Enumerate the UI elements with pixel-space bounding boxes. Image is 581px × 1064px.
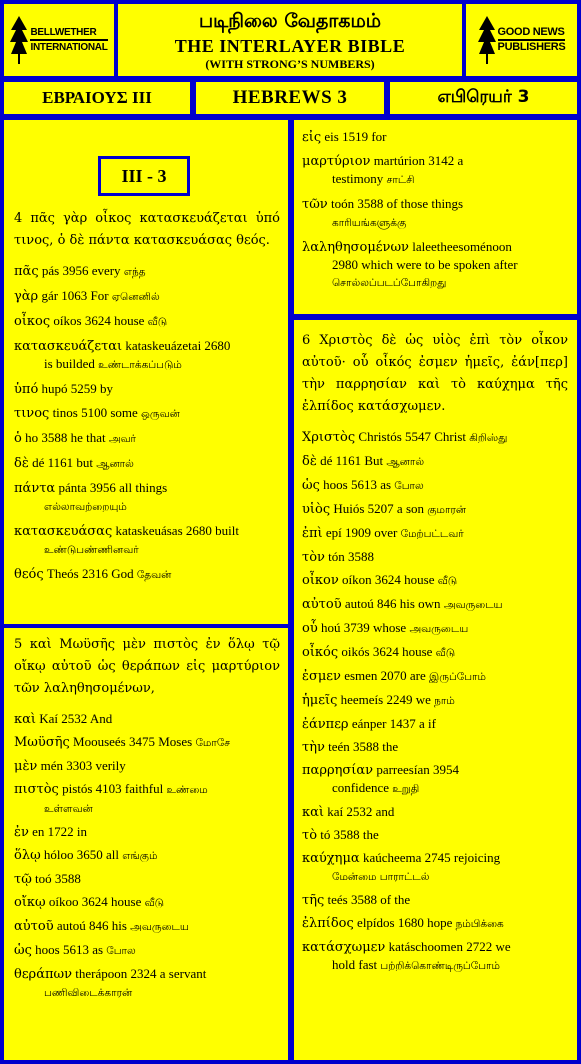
greek-word: καὶ: [302, 805, 325, 820]
word-entry: [14, 522, 280, 559]
word-entry: [302, 849, 568, 886]
greek-word: τὸν: [302, 550, 325, 565]
word-entry: [14, 917, 280, 936]
gloss-text: Theós 2316 God: [46, 566, 134, 581]
gloss-text: oikós 3624 house: [341, 644, 433, 659]
book-tamil: எபிரெயர் 3: [388, 80, 579, 116]
goodnews-logo-text: GOOD NEWS PUBLISHERS: [497, 26, 566, 53]
title-sub: (WITH STRONG’S NUMBERS): [205, 57, 375, 71]
verse-4-text: 4 πᾶς γὰρ οἶκος κατασκευάζεται ὑπό τινος, ὁ δὲ πάντα κατασκευάσας θεός.: [14, 211, 280, 248]
tamil-gloss: மேன்மை பாராட்டல்: [332, 871, 430, 883]
word-entry: [14, 941, 280, 960]
word-entry: [14, 262, 280, 281]
gloss-text: hupó 5259 by: [41, 381, 114, 396]
greek-word: καύχημα: [302, 851, 360, 866]
greek-word: ἐπὶ: [302, 526, 323, 541]
word-entry: [302, 691, 568, 710]
greek-word: οἶκός: [302, 645, 339, 660]
greek-word: κατασκευάσας: [14, 524, 113, 539]
right-logo-panel: [464, 2, 579, 78]
greek-word: παρρησίαν: [302, 763, 374, 778]
greek-word: εἰς: [302, 130, 322, 145]
gloss-text: tó 3588 the: [320, 827, 379, 842]
greek-word: ἐάνπερ: [302, 717, 349, 732]
greek-word: θεράπων: [14, 967, 73, 982]
gloss-text: Moouseés 3475 Moses: [73, 734, 193, 749]
word-entry: [302, 619, 568, 638]
greek-word: υἱὸς: [302, 502, 331, 517]
bellwether-logo-text: BELLWETHER INTERNATIONAL: [30, 27, 108, 53]
word-entry: [302, 595, 568, 614]
word-entry: [302, 914, 568, 933]
word-entry: [14, 337, 280, 374]
greek-word: δὲ: [14, 456, 29, 471]
tamil-gloss: உண்டாக்கப்படும்: [98, 359, 182, 371]
greek-word: κατασκευάζεται: [14, 339, 123, 354]
gloss-text: katáschoomen 2722 we: [388, 939, 511, 954]
verse-4-panel: [2, 118, 290, 626]
verse-5-cont-word-list: [302, 128, 568, 292]
gloss-text: eis 1519 for: [324, 129, 387, 144]
gloss-text: tinos 5100 some: [52, 405, 138, 420]
greek-word: κατάσχωμεν: [302, 940, 386, 955]
greek-word: λαληθησομένων: [302, 240, 409, 255]
gloss-text: martúrion 3142 a: [373, 153, 464, 168]
word-entry: [14, 454, 280, 473]
tamil-gloss: உள்ளவன்: [44, 803, 93, 815]
tamil-gloss: நாம்: [434, 695, 455, 707]
word-entry: [302, 476, 568, 495]
greek-word: οἴκῳ: [14, 895, 46, 910]
tamil-gloss: தேவன்: [136, 569, 172, 581]
gloss-text: oíkon 3624 house: [342, 572, 435, 587]
tamil-gloss: காரியங்களுக்கு: [332, 217, 407, 229]
left-logo-panel: [2, 2, 116, 78]
greek-word: τινος: [14, 406, 50, 421]
tamil-gloss: இருப்போம்: [429, 671, 486, 683]
tamil-gloss: வீடு: [435, 647, 456, 659]
book-english: HEBREWS 3: [194, 80, 386, 116]
greek-word: ὑπό: [14, 382, 39, 397]
greek-word: ἐν: [14, 825, 29, 840]
tamil-gloss: போல: [106, 945, 136, 957]
greek-word: τῷ: [14, 872, 32, 887]
word-entry: [302, 428, 568, 447]
word-entry: [14, 710, 280, 728]
gloss-text: kataskeuásas 2680 built: [115, 523, 239, 538]
title-tamil: படிநிலை வேதாகமம்: [198, 10, 382, 32]
greek-word: ἡμεῖς: [302, 693, 338, 708]
tamil-gloss: எந்த: [123, 266, 146, 278]
word-entry: [14, 893, 280, 912]
gloss-text: ho 3588 he that: [25, 430, 106, 445]
verse-4-word-list: [14, 262, 280, 584]
greek-word: ὡς: [14, 943, 32, 958]
gloss-text: hoos 5613 as: [35, 942, 104, 957]
gloss-text: mén 3303 verily: [40, 758, 126, 773]
gloss-text: Kaí 2532 And: [39, 711, 113, 726]
tamil-gloss: அவர்: [108, 433, 137, 445]
word-entry: [302, 738, 568, 756]
tamil-gloss: எங்கும்: [122, 850, 158, 862]
word-entry: [302, 761, 568, 798]
gloss-text: en 1722 in: [32, 824, 88, 839]
word-entry: [302, 667, 568, 686]
gloss-text: autoú 846 his: [56, 918, 127, 933]
word-entry: [14, 757, 280, 775]
word-entry: [14, 846, 280, 865]
word-entry: [302, 152, 568, 189]
gloss-text: toó 3588: [35, 871, 81, 886]
word-entry: [14, 870, 280, 888]
word-entry: [14, 380, 280, 398]
greek-word: πιστὸς: [14, 782, 59, 797]
chapter-label: III - 3: [98, 156, 190, 196]
tamil-gloss: குமாரன்: [427, 504, 467, 516]
word-entry: [14, 965, 280, 1002]
gloss-text: dé 1161 But: [320, 453, 384, 468]
greek-word: πάντα: [14, 481, 56, 496]
greek-word: ὡς: [302, 478, 320, 493]
book-greek: ΕΒΡΑΙΟΥΣ III: [2, 80, 192, 116]
greek-word: ἐλπίδος: [302, 916, 354, 931]
word-entry: [14, 404, 280, 423]
tamil-gloss: வீடு: [147, 316, 168, 328]
tamil-gloss: ஆனால்: [96, 458, 134, 470]
gloss-text: laleetheesoménoon: [412, 239, 512, 254]
greek-word: ὅλῳ: [14, 848, 41, 863]
greek-word: καὶ: [14, 712, 37, 727]
tamil-gloss: சொல்லப்படப்போகிறது: [332, 277, 447, 289]
word-entry: [302, 643, 568, 662]
greek-word: οὗ: [302, 621, 318, 636]
word-entry: [302, 548, 568, 566]
gloss-text: oíkoo 3624 house: [48, 894, 142, 909]
gloss-text: tón 3588: [328, 549, 375, 564]
gloss-text: parreesían 3954: [376, 762, 459, 777]
gloss-text: hóloo 3650 all: [43, 847, 120, 862]
tamil-gloss: நம்பிக்கை: [455, 918, 504, 930]
verse-6-panel: [292, 318, 579, 1062]
word-entry: [14, 823, 280, 841]
greek-word: δὲ: [302, 454, 317, 469]
word-entry: [302, 891, 568, 909]
greek-word: ὁ: [14, 431, 22, 446]
gloss-text: hoos 5613 as: [323, 477, 392, 492]
greek-word: αὐτοῦ: [14, 919, 54, 934]
gloss-text: pás 3956 every: [41, 263, 121, 278]
greek-word: τῆς: [302, 893, 325, 908]
tamil-gloss: பற்றிக்கொண்டிருப்போம்: [380, 960, 500, 972]
greek-word: οἶκον: [302, 573, 339, 588]
verse-5-panel: [2, 626, 290, 1062]
word-entry: [14, 565, 280, 584]
gloss-text: heemeís 2249 we: [340, 692, 431, 707]
word-entry: [302, 715, 568, 733]
verse-5-cont-panel: [292, 118, 579, 316]
gloss-text: teén 3588 the: [328, 739, 399, 754]
gloss-continuation: 2980 which were to be spoken after: [332, 257, 518, 272]
gloss-text: kaí 2532 and: [327, 804, 395, 819]
gloss-text: kataskeuázetai 2680: [125, 338, 231, 353]
gloss-text: Huiós 5207 a son: [333, 501, 424, 516]
verse-6-word-list: [302, 428, 568, 975]
tamil-gloss: மோசே: [195, 737, 231, 749]
gloss-text: eánper 1437 a if: [351, 716, 436, 731]
tamil-gloss: ஏனெனில்: [111, 291, 160, 303]
word-entry: [14, 429, 280, 448]
verse-6-text: 6 Χριστὸς δὲ ὡς υἱὸς ἐπὶ τὸν οἶκον αὐτοῦ· οὗ οἶκός ἐσμεν ἡμεῖς, ἐάν[περ] τὴν παρρησίαν καὶ τὸ καύχημα τῆς ἐλπίδος κατάσχωμεν.: [302, 333, 568, 414]
tree-icon: [478, 16, 496, 64]
word-entry: [14, 312, 280, 331]
gloss-text: pánta 3956 all things: [58, 480, 168, 495]
gloss-text: esmen 2070 are: [344, 668, 426, 683]
word-entry: [302, 803, 568, 821]
tamil-gloss: கிறிஸ்து: [469, 432, 508, 444]
tamil-gloss: வீடு: [437, 575, 458, 587]
title-main: THE INTERLAYER BIBLE: [174, 36, 406, 56]
title-panel: [116, 2, 464, 78]
verse-5-word-list: [14, 710, 280, 1002]
greek-word: αὐτοῦ: [302, 597, 342, 612]
gloss-continuation: testimony: [332, 171, 384, 186]
gloss-text: teés 3588 of the: [327, 892, 411, 907]
word-entry: [302, 238, 568, 292]
word-entry: [302, 826, 568, 844]
word-entry: [14, 287, 280, 306]
greek-word: θεός: [14, 567, 44, 582]
word-entry: [302, 571, 568, 590]
gloss-text: elpídos 1680 hope: [357, 915, 453, 930]
tamil-gloss: ஒருவன்: [141, 408, 180, 420]
verse-5-text: 5 καὶ Μωϋσῆς μὲν πιστὸς ἐν ὅλῳ τῷ οἴκῳ αὐτοῦ ὡς θεράπων εἰς μαρτύριον τῶν λαληθησομένων,: [14, 637, 280, 696]
tamil-gloss: மேற்பட்டவர்: [400, 528, 464, 540]
tamil-gloss: அவருடைய: [409, 623, 469, 635]
gloss-text: toón 3588 of those things: [330, 196, 464, 211]
tamil-gloss: அவருடைய: [130, 921, 189, 933]
gloss-text: epí 1909 over: [325, 525, 398, 540]
gloss-text: therápoon 2324 a servant: [75, 966, 207, 981]
tamil-gloss: வீடு: [144, 897, 165, 909]
greek-word: πᾶς: [14, 264, 39, 279]
greek-word: ἐσμεν: [302, 669, 341, 684]
greek-word: Χριστὸς: [302, 430, 356, 445]
word-entry: [14, 733, 280, 752]
tamil-gloss: அவருடைய: [443, 599, 503, 611]
gloss-text: gár 1063 For: [41, 288, 109, 303]
gloss-text: oíkos 3624 house: [53, 313, 145, 328]
greek-word: γὰρ: [14, 289, 39, 304]
gloss-text: Christós 5547 Christ: [358, 429, 467, 444]
greek-word: μὲν: [14, 759, 38, 774]
greek-word: Μωϋσῆς: [14, 735, 70, 750]
word-entry: [14, 780, 280, 818]
tamil-gloss: சாட்சி: [386, 174, 415, 186]
tamil-gloss: போல: [394, 480, 424, 492]
gloss-text: dé 1161 but: [32, 455, 93, 470]
word-entry: [302, 500, 568, 519]
tamil-gloss: பணிவிடைக்காரன்: [44, 987, 133, 999]
tamil-gloss: உண்டுபண்ணினவர்: [44, 544, 139, 556]
tree-icon: [10, 16, 28, 64]
greek-word: τὸ: [302, 828, 318, 843]
greek-word: μαρτύριον: [302, 154, 371, 169]
gloss-continuation: hold fast: [332, 957, 378, 972]
greek-word: τῶν: [302, 197, 328, 212]
gloss-continuation: confidence: [332, 780, 390, 795]
word-entry: [302, 195, 568, 232]
word-entry: [302, 452, 568, 471]
tamil-gloss: உறுதி: [392, 783, 420, 795]
tamil-gloss: உண்மை: [166, 784, 208, 796]
greek-word: τὴν: [302, 740, 325, 755]
gloss-continuation: is builded: [44, 356, 95, 371]
tamil-gloss: எல்லாவற்றையும்: [44, 501, 127, 513]
word-entry: [14, 479, 280, 516]
gloss-text: pistós 4103 faithful: [62, 781, 164, 796]
gloss-text: hoú 3739 whose: [320, 620, 407, 635]
greek-word: οἶκος: [14, 314, 51, 329]
tamil-gloss: ஆனால்: [386, 456, 425, 468]
word-entry: [302, 938, 568, 975]
gloss-text: kaúcheema 2745 rejoicing: [362, 850, 501, 865]
word-entry: [302, 524, 568, 543]
gloss-text: autoú 846 his own: [344, 596, 441, 611]
word-entry: [302, 128, 568, 146]
